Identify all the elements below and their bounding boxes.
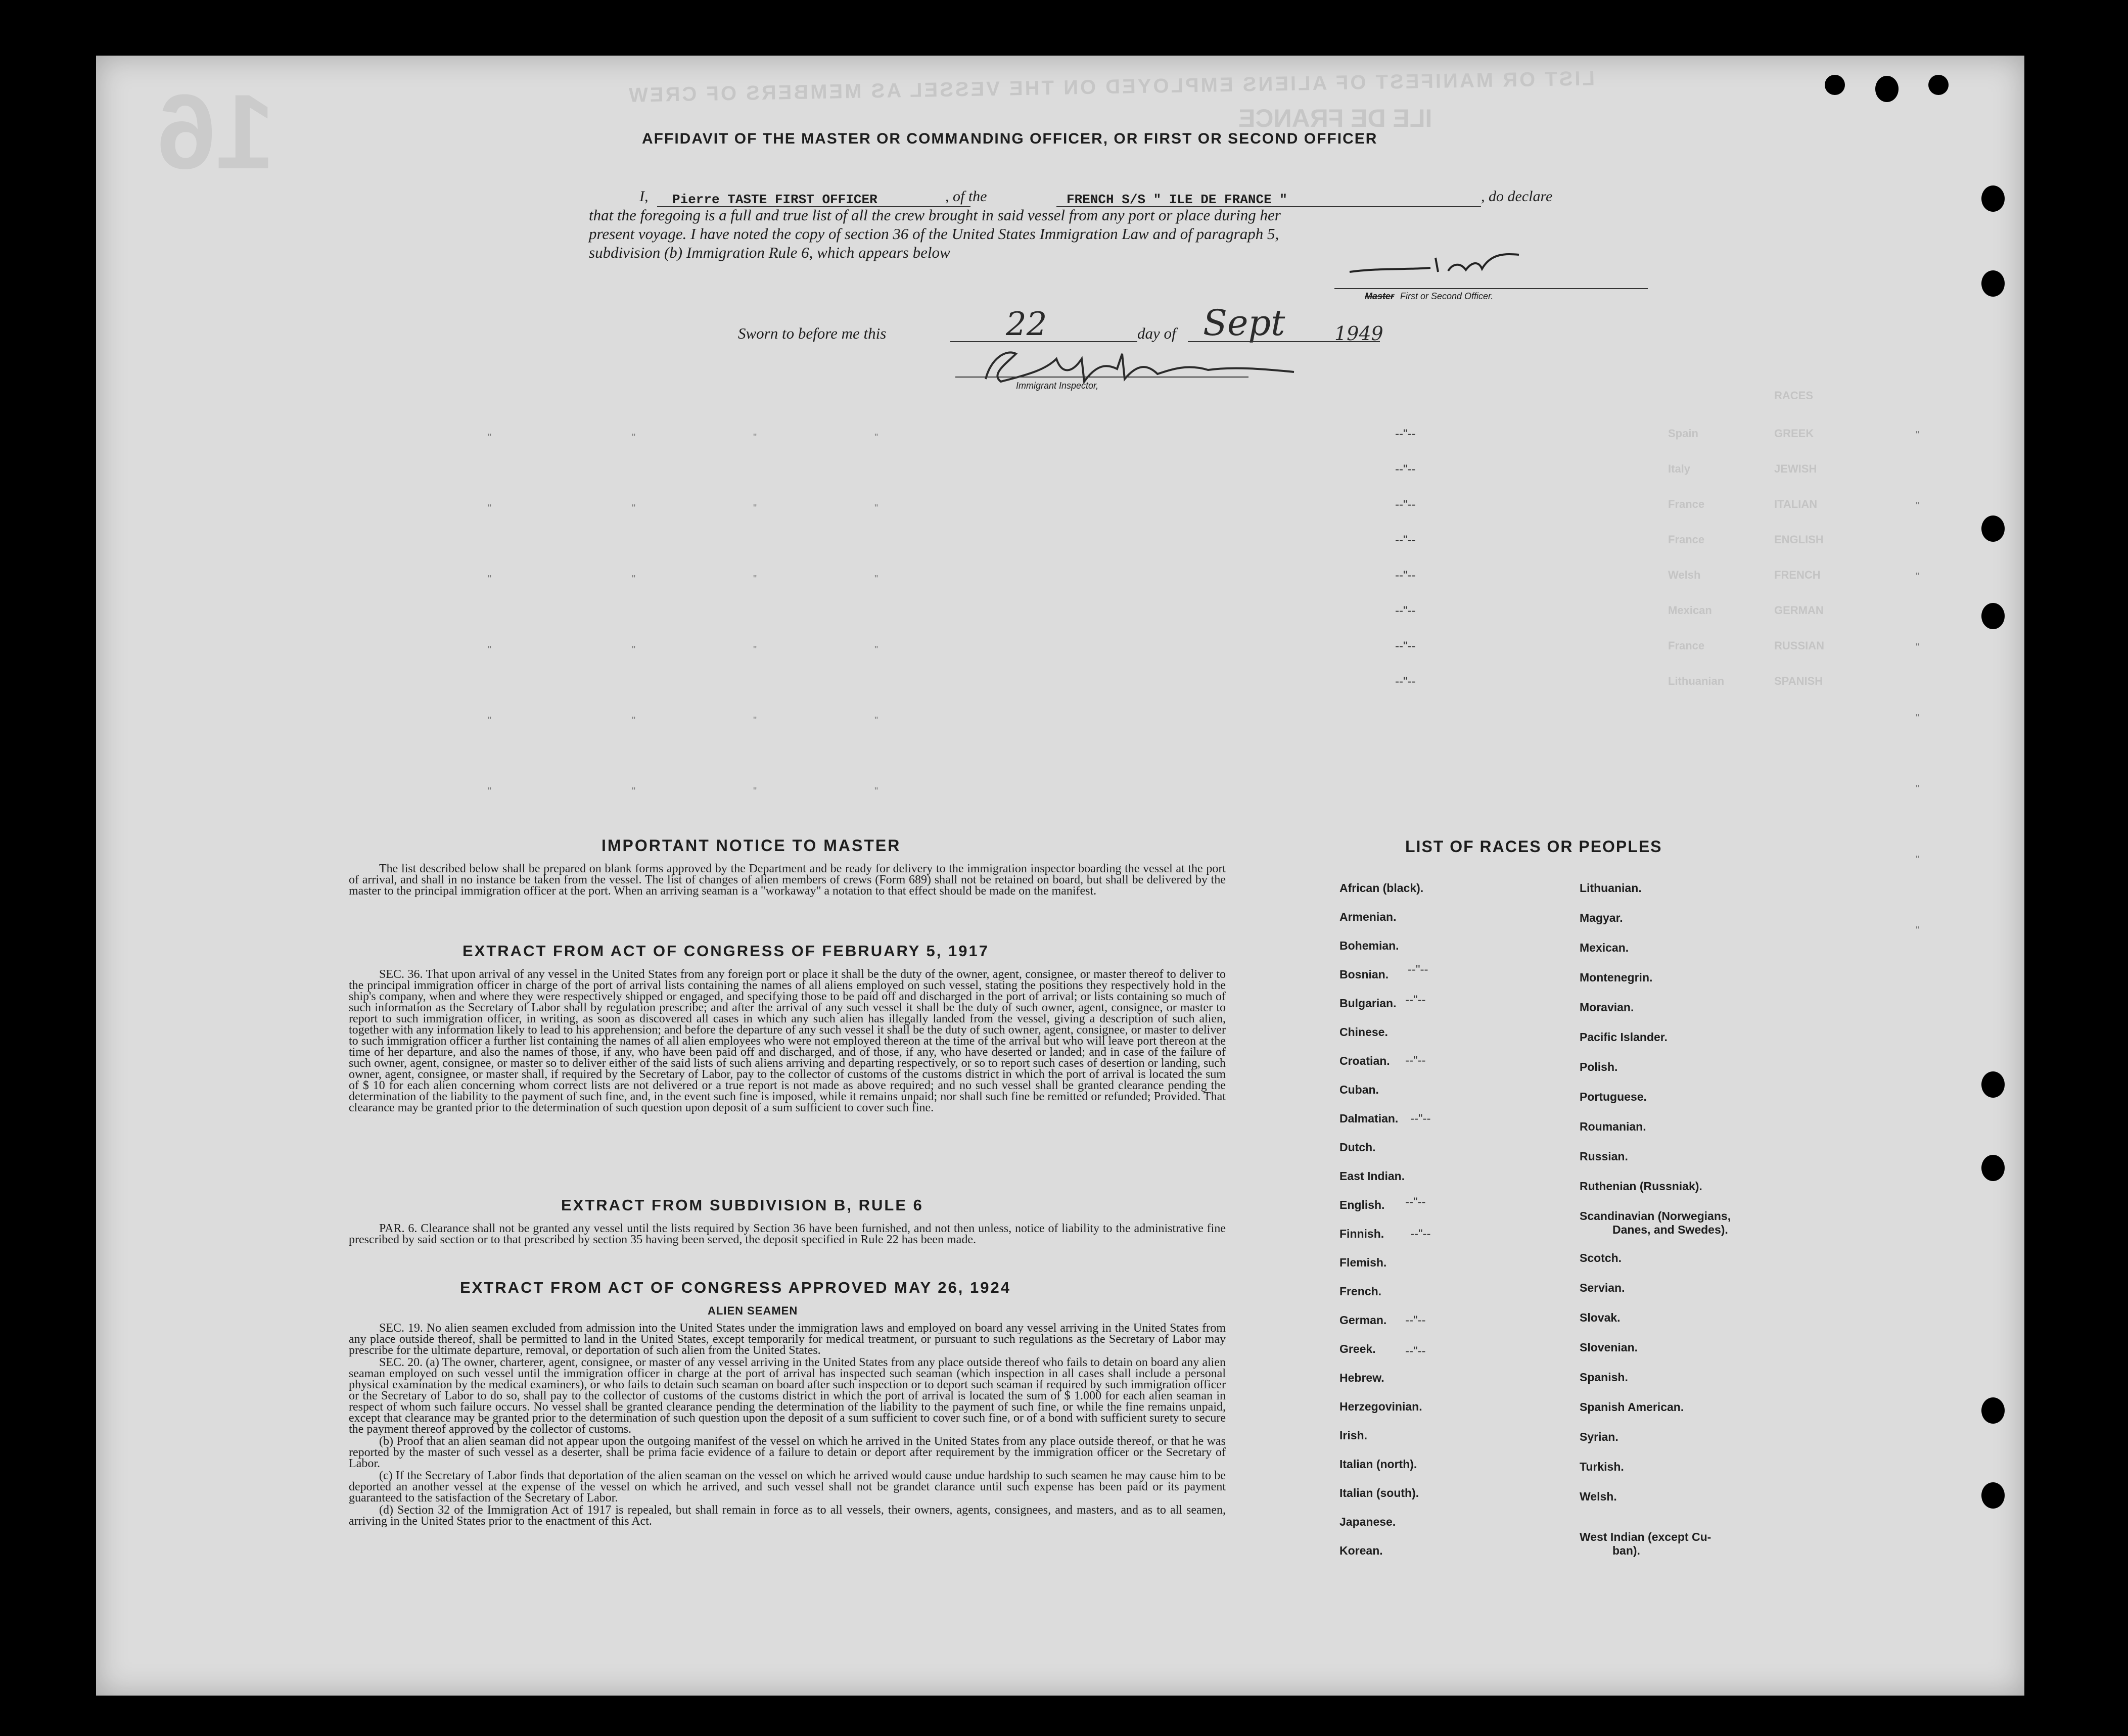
stray-mark: --"-- <box>1405 1313 1426 1327</box>
race-item: Roumanian. <box>1580 1120 1646 1133</box>
punch-hole <box>1981 270 2005 297</box>
race-item: Slovak. <box>1580 1311 1621 1324</box>
race-item: Italian (south). <box>1339 1486 1419 1499</box>
notice-body <box>349 863 1226 898</box>
race-item: ban). <box>1612 1544 1640 1557</box>
affidavit-i-label: I, <box>639 188 649 205</box>
signature-caption: First or Second Officer. <box>1400 291 1494 301</box>
stray-mark: --"-- <box>1405 1195 1426 1209</box>
race-item: Slovenian. <box>1580 1341 1638 1354</box>
sworn-year: 1949 <box>1334 322 1383 345</box>
race-item: Lithuanian. <box>1580 881 1642 895</box>
extract-1924-subtitle: ALIEN SEAMEN <box>708 1304 798 1317</box>
race-item: French. <box>1339 1285 1382 1298</box>
race-item: Danes, and Swedes). <box>1612 1223 1728 1236</box>
punch-hole <box>1981 1482 2005 1509</box>
race-item: Scotch. <box>1580 1251 1622 1264</box>
document-page <box>96 56 2024 1696</box>
race-item: Welsh. <box>1580 1490 1617 1503</box>
race-item: Turkish. <box>1580 1460 1624 1473</box>
race-item: Moravian. <box>1580 1001 1634 1014</box>
notice-title: IMPORTANT NOTICE TO MASTER <box>602 836 901 855</box>
punch-hole <box>1981 1397 2005 1424</box>
stray-mark: --"-- <box>1408 963 1428 976</box>
affidavit-line-4: subdivision (b) Immigration Rule 6, which appears below <box>589 244 950 261</box>
affidavit-do-declare: , do declare <box>1481 188 1553 205</box>
affidavit-title: AFFIDAVIT OF THE MASTER OR COMMANDING OFFICER, OR FIRST OR SECOND OFFICER <box>642 130 1378 147</box>
extract-1924-paragraph: (b) Proof that an alien seaman did not appear upon the outgoing manifest of the vessel on which he arrived in the United States from any place outside thereof, or that he was reported by the master of such vessel as a deserter, shall be prima facie evidence of a failure to detain or deport after requirement by the immigration officer or the Secretary of Labor. <box>349 1435 1226 1470</box>
stray-mark: --"-- <box>1410 1112 1431 1125</box>
punch-hole <box>1981 603 2005 629</box>
race-item: Hebrew. <box>1339 1371 1384 1384</box>
race-item: Spanish. <box>1580 1371 1628 1384</box>
bleed-ship-text: ILE DE FRANCE <box>1238 104 1432 132</box>
stray-mark: --"-- <box>1405 1344 1426 1358</box>
extract-1924-paragraph: SEC. 20. (a) The owner, charterer, agent, consignee, or master of any vessel arriving in the United States from any place outside thereof who fails to detain on board any alien seaman employed on such vessel until the immigration officer in charge at the port of arrival has inspected such seaman (which inspection in all cases shall include a personal physical examination by the medical examiners), or who fails to detain such seaman on board after such inspection or to deport such seaman if required by such immigration officer or the Secretary of Labor to do so, shall pay to the collector of customs of the customs district in which the port of arrival is located the sum of $ 1.000 for each alien seaman in respect of whom such failure occurs. No vessel shall be granted clearance pending the determination of the liability to the payment of such fine, or while the fine remains unpaid, except that clearance may be granted prior to the determination of such question upon the deposit of a sum sufficient to cover such fine, or of a bond with sufficient surety to secure the payment thereof approved by the collector of customs. <box>349 1356 1226 1436</box>
sworn-label: Sworn to before me this <box>738 324 887 342</box>
race-item: Japanese. <box>1339 1515 1396 1528</box>
vessel-name: FRENCH S/S " ILE DE FRANCE " <box>1067 192 1287 207</box>
officer-signature <box>1339 248 1542 283</box>
race-item: Bohemian. <box>1339 939 1399 952</box>
race-item: Dutch. <box>1339 1141 1376 1154</box>
notice-paragraph: The list described below shall be prepared on blank forms approved by the Department and be ready for delivery to the immigration inspector boarding the vessel at the port of arrival, and shall in no instance be taken from the vessel. The list of changes of alien members of crews (Form 689) shall not be retained on board, but shall be delivered by the master to the principal immigration officer at the port. When an arriving seaman is a "workaway" a notation to that effect should be made on the manifest. <box>349 862 1226 898</box>
extract-1924-paragraph: SEC. 19. No alien seamen excluded from admission into the United States under the immigration laws and employed on board any vessel arriving in the United States from any place outside thereof, shall be permitted to land in the United States, except temporarily for medical treatment, or pursuant to such regulations as the Secretary of Labor may prescribe for the ultimate departure, removal, or deportation of such alien from the United States. <box>349 1322 1226 1357</box>
race-item: Magyar. <box>1580 911 1623 924</box>
punch-hole <box>1981 1155 2005 1181</box>
punch-hole <box>1928 75 1949 95</box>
inspector-line <box>955 377 1248 378</box>
extract-1917-title: EXTRACT FROM ACT OF CONGRESS OF FEBRUARY 5, 1917 <box>462 942 989 960</box>
race-item: Servian. <box>1580 1281 1625 1294</box>
race-item: Cuban. <box>1339 1083 1379 1096</box>
race-item: German. <box>1339 1313 1387 1327</box>
sworn-day-of: day of <box>1137 324 1176 342</box>
races-title: LIST OF RACES OR PEOPLES <box>1405 837 1662 856</box>
race-item: Bulgarian. <box>1339 997 1397 1010</box>
punch-hole <box>1825 75 1845 95</box>
signature-caption-struck: Master <box>1365 291 1395 301</box>
race-item: Chinese. <box>1339 1025 1388 1039</box>
race-item: Scandinavian (Norwegians, <box>1580 1209 1731 1223</box>
stray-mark: --"-- <box>1405 993 1426 1007</box>
stray-mark: --"-- <box>1410 1227 1431 1241</box>
race-item: Russian. <box>1580 1150 1628 1163</box>
race-item: Greek. <box>1339 1342 1376 1355</box>
race-item: Portuguese. <box>1580 1090 1647 1103</box>
affidavit-line-3: present voyage. I have noted the copy of section 36 of the United States Immigration Law and of paragraph 5, <box>589 225 1279 243</box>
inspector-caption: Immigrant Inspector, <box>1016 381 1099 391</box>
race-item: Korean. <box>1339 1544 1383 1557</box>
stray-mark: --"-- <box>1405 1054 1426 1067</box>
extract-rule6-paragraph: PAR. 6. Clearance shall not be granted any vessel until the lists required by Section 36 have been furnished, and not then unless, notice of liability to the administrative fine prescribed by said section or to that prescribed by section 35 having been served, the deposit specified in Rule 22 has been made. <box>349 1222 1226 1246</box>
race-item: Bosnian. <box>1339 968 1389 981</box>
race-item: Flemish. <box>1339 1256 1387 1269</box>
bleed-header-line: LIST OR MANIFEST OF ALIENS EMPLOYED ON THE VESSEL AS MEMBERS OF CREW <box>626 67 1595 107</box>
extract-rule6-body <box>349 1223 1226 1246</box>
race-item: Italian (north). <box>1339 1458 1417 1471</box>
race-item: Armenian. <box>1339 910 1397 923</box>
race-item: English. <box>1339 1198 1385 1211</box>
sworn-day: 22 <box>1006 306 1047 343</box>
race-item: Syrian. <box>1580 1430 1618 1443</box>
race-item: Dalmatian. <box>1339 1112 1399 1125</box>
race-item: Pacific Islander. <box>1580 1030 1668 1044</box>
race-item: African (black). <box>1339 881 1424 895</box>
race-item: West Indian (except Cu- <box>1580 1530 1711 1543</box>
race-item: Montenegrin. <box>1580 971 1653 984</box>
punch-hole <box>1981 1071 2005 1098</box>
bleed-big-number: 16 <box>157 72 275 191</box>
race-item: Polish. <box>1580 1060 1618 1073</box>
punch-hole <box>1875 76 1899 102</box>
race-item: East Indian. <box>1339 1169 1405 1183</box>
extract-1924-title: EXTRACT FROM ACT OF CONGRESS APPROVED MAY 26, 1924 <box>460 1279 1011 1296</box>
extract-1924-body <box>349 1323 1226 1528</box>
punch-hole <box>1981 185 2005 212</box>
extract-1917-body <box>349 969 1226 1114</box>
signature-line <box>1334 288 1648 289</box>
officer-name: Pierre TASTE FIRST OFFICER <box>672 192 877 207</box>
affidavit-of-the: , of the <box>945 188 987 205</box>
race-item: Croatian. <box>1339 1054 1390 1067</box>
race-item: Finnish. <box>1339 1227 1384 1240</box>
sworn-month: Sept <box>1203 302 1285 344</box>
punch-hole <box>1981 515 2005 542</box>
extract-1924-paragraph: (d) Section 32 of the Immigration Act of 1917 is repealed, but shall remain in force as to all vessels, their owners, agents, consignees, and masters, and as to all seamen, arriving in the United States prior to the enactment of this Act. <box>349 1504 1226 1528</box>
extract-1924-paragraph: (c) If the Secretary of Labor finds that deportation of the alien seaman on the vessel on which he arrived would cause undue hardship to such seamen he may cause him to be deported an another vessel at the expense of the vessel on which he arrived, and such vessel shall not be grandet clarance until such expense has been paid or its payment guaranteed to the satisfaction of the Secretary of Labor. <box>349 1469 1226 1505</box>
extract-1917-paragraph: SEC. 36. That upon arrival of any vessel in the United States from any foreign port or place it shall be the duty of the owner, agent, consignee, or master thereof to deliver to the principal immigration officer in charge of the port of arrival lists containing the names of all aliens employed on such vessel, stating the positions they respectively hold in the ship's company, when and where they were respectively shipped or engaged, and specifying those to be paid off and discharged in the port of arrival; or lists containing so much of such information as the Secretary of Labor shall by regulation prescribe; and after the arrival of any such vessel it shall be the duty of such owner, agent, consignee, or master to report to such immigration officer, in writing, as soon as discovered all cases in which any such alien has illegally landed from the vessel, giving a description of such alien, together with any information likely to lead to his apprehension; and before the departure of any such vessel it shall be the duty of such owner, agent, consignee, or master to deliver to such immigration officer a further list containing the names of all alien employees who were not employed thereon at the time of the arrival but who will leave port thereon at the time of her departure, and also the names of those, if any, who have been paid off and discharged, and of those, if any, who have deserted or landed; and in case of the failure of such owner, agent, consignee, or master so to deliver either of the said lists of such aliens arriving and departing respectively, or so to report such cases of desertion or landing, such owner, agent, consignee, or master shall, if required by the Secretary of Labor, pay to the collector of customs of the customs district in which the port of arrival is located the sum of $ 10 for each alien concerning whom correct lists are not delivered or a true report is not made as above required; and no such vessel shall be granted clearance pending the determination of the liability to the payment of such fine, and, in the event such fine is imposed, while it remains unpaid; nor shall such fine be remitted or refunded; Provided. That clearance may be granted prior to the determination of such question upon deposit of a sum sufficient to cover such fine. <box>349 968 1226 1114</box>
race-item: Herzegovinian. <box>1339 1400 1422 1413</box>
race-item: Ruthenian (Russniak). <box>1580 1180 1702 1193</box>
extract-rule6-title: EXTRACT FROM SUBDIVISION B, RULE 6 <box>561 1196 923 1214</box>
race-item: Spanish American. <box>1580 1400 1684 1414</box>
affidavit-line-2: that the foregoing is a full and true list of all the crew brought in said vessel from any port or place during her <box>589 206 1281 224</box>
race-item: Mexican. <box>1580 941 1629 954</box>
race-item: Irish. <box>1339 1429 1367 1442</box>
bleed-ditto-columns: " " " " " " " " " " " " " " " " " " " " " " " " " " " " " " " " --"-- --"-- --"-- --"-- --"-- --"-- --"-- --"-- Spain Italy France France Welsh Mexican France Lithuanian RACES GREEK JEWISH ITALIAN ENGLISH FRENCH GERMAN RUSSIAN SPANISH <box>488 389 1920 936</box>
